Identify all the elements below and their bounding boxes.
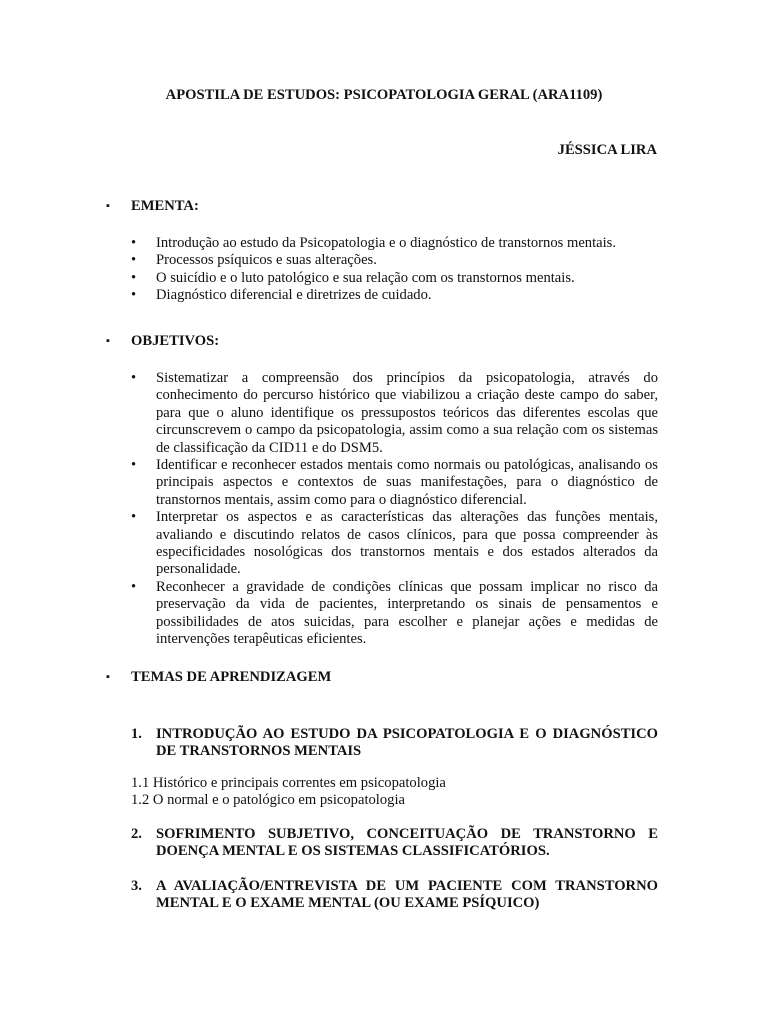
bullet-icon: • <box>131 269 137 286</box>
tema-section-1 <box>131 726 658 761</box>
bullet-icon: • <box>131 235 137 251</box>
objetivos-heading-label: OBJETIVOS: <box>131 333 220 349</box>
ementa-list <box>131 235 658 305</box>
objetivos-list <box>131 370 658 649</box>
ementa-heading-label: EMENTA: <box>131 198 199 214</box>
list-item: • Processos psíquicos e suas alterações. <box>131 252 377 269</box>
list-item: • Reconhecer a gravidade de condições clínicas que possam implicar no risco da preservação da vida de pacientes, interpretando os sinais de pensamentos e possibilidades de atos suicidas, para escolher e planejar ações e medidas de intervenções terapêuticas eficientes. <box>131 578 658 648</box>
tema-section-3 <box>131 878 658 913</box>
temas-heading-label: TEMAS DE APRENDIZAGEM <box>131 669 332 685</box>
section-number: 2. <box>131 826 142 842</box>
bullet-icon: • <box>131 457 137 474</box>
tema-section-2 <box>131 826 658 861</box>
list-item: • Interpretar os aspectos e as características das alterações das funções mentais, avaliando e discutindo relatos de casos clínicos, para que possa compreender às especificidades nosológicas dos transtornos mentais e dos estados alterados da personalidade. <box>131 509 658 578</box>
objetivos-heading <box>106 333 220 350</box>
section-title: A AVALIAÇÃO/ENTREVISTA DE UM PACIENTE COM TRANSTORNO MENTAL E O EXAME MENTAL (OU EXAME PSÍQUICO) <box>156 878 658 912</box>
subitem: 1.1 Histórico e principais correntes em psicopatologia <box>131 775 446 791</box>
list-item: • O suicídio e o luto patológico e sua relação com os transtornos mentais. <box>131 269 575 286</box>
list-item: • Introdução ao estudo da Psicopatologia e o diagnóstico de transtornos mentais. <box>131 235 617 251</box>
list-item: • Sistematizar a compreensão dos princípios da psicopatologia, através do conhecimento do percurso histórico que viabilizou a criação deste campo do saber, para que o aluno identifique os pressupostos teóricos das diferentes escolas que circunscrevem o campo da psicopatologia, assim como a sua relação com os sistemas de classificação da CID11 e do DSM5. <box>131 370 658 456</box>
bullet-icon: • <box>131 370 137 386</box>
ementa-heading <box>106 198 199 215</box>
section-title: SOFRIMENTO SUBJETIVO, CONCEITUAÇÃO DE TRANSTORNO E DOENÇA MENTAL E OS SISTEMAS CLASSIFICATÓRIOS. <box>156 826 658 860</box>
document-title: APOSTILA DE ESTUDOS: PSICOPATOLOGIA GERAL (ARA1109) <box>165 87 603 103</box>
tema-1-subitems <box>131 775 658 810</box>
temas-heading <box>106 669 332 686</box>
section-title: INTRODUÇÃO AO ESTUDO DA PSICOPATOLOGIA E O DIAGNÓSTICO DE TRANSTORNOS MENTAIS <box>156 726 658 760</box>
bullet-icon: • <box>131 509 137 526</box>
list-item: • Diagnóstico diferencial e diretrizes de cuidado. <box>131 287 432 304</box>
bullet-icon: • <box>131 252 137 269</box>
square-bullet-icon: ▪ <box>106 200 110 212</box>
section-number: 3. <box>131 878 142 894</box>
author-name: JÉSSICA LIRA <box>557 142 657 158</box>
square-bullet-icon: ▪ <box>106 335 110 347</box>
bullet-icon: • <box>131 287 137 304</box>
square-bullet-icon: ▪ <box>106 671 110 683</box>
subitem: 1.2 O normal e o patológico em psicopatologia <box>131 792 405 809</box>
section-number: 1. <box>131 726 142 742</box>
list-item: • Identificar e reconhecer estados mentais como normais ou patológicas, analisando os principais aspectos e contextos de suas manifestações, para o diagnóstico de transtornos mentais, assim como para o diagnóstico diferencial. <box>131 457 658 508</box>
bullet-icon: • <box>131 578 137 595</box>
